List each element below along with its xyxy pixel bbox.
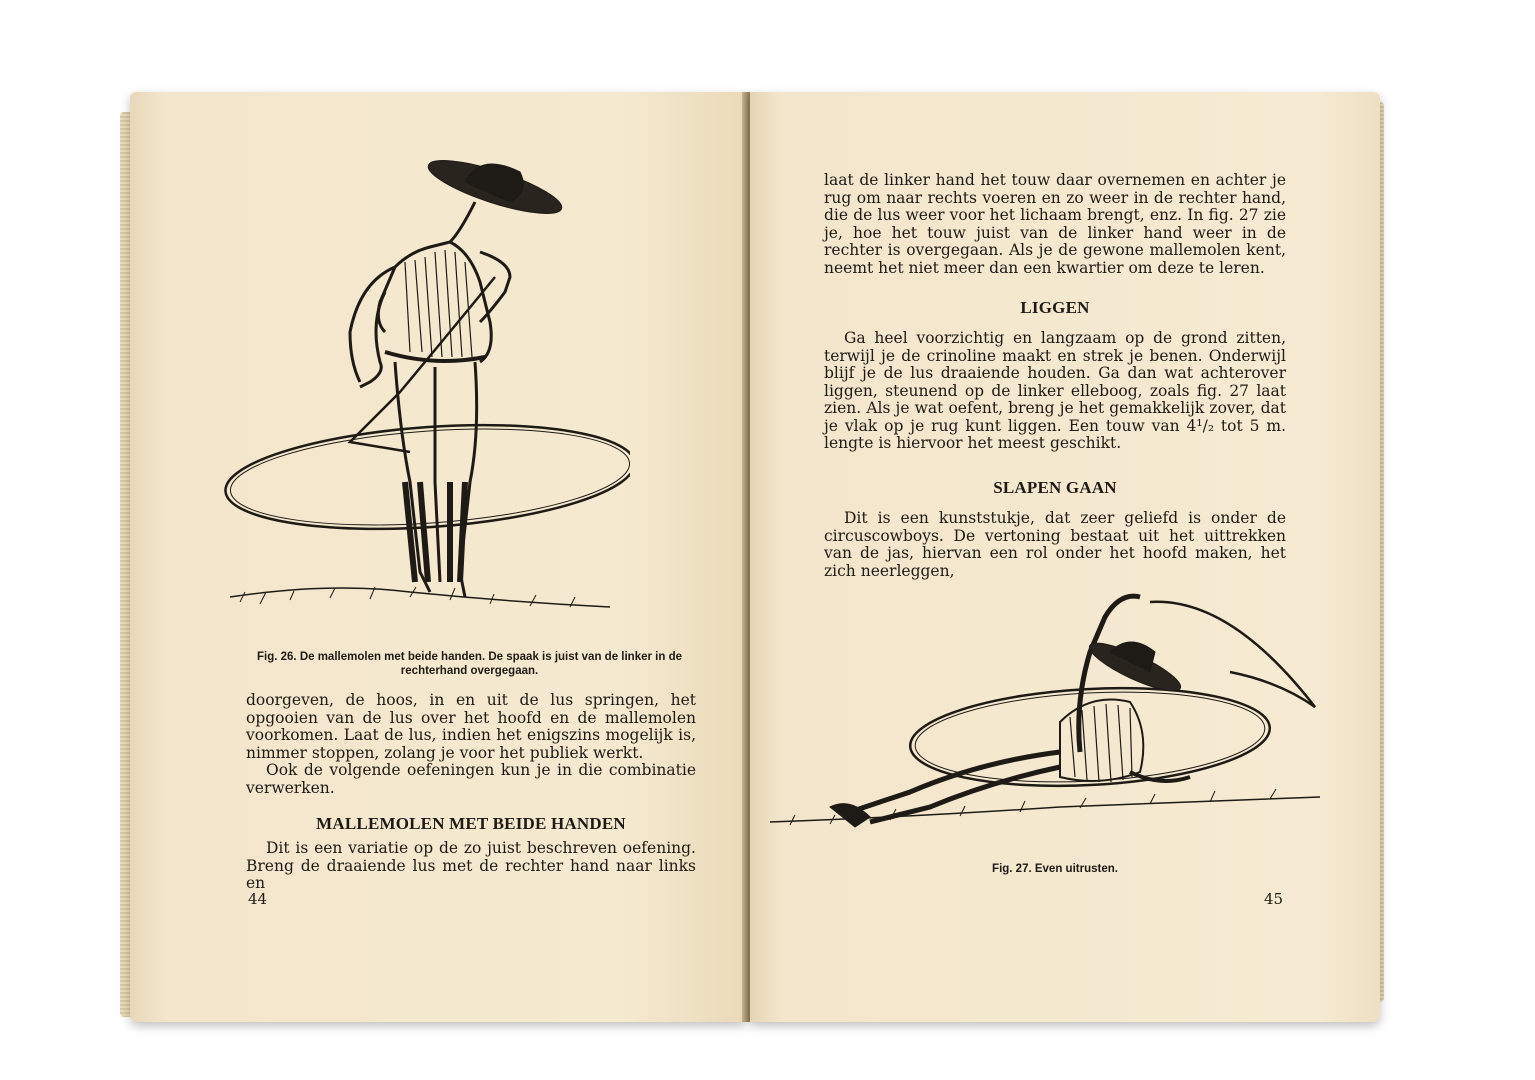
left-section-text	[246, 840, 696, 893]
right-intro-text	[824, 172, 1286, 277]
right-section2-text	[824, 510, 1286, 580]
page-number-left: 44	[248, 890, 268, 908]
cowboy-standing-lasso-illustration	[210, 152, 630, 642]
left-body-text	[246, 692, 696, 797]
open-book	[120, 92, 1385, 1032]
figure-27-caption: Fig. 27. Even uitrusten.	[992, 863, 1118, 875]
section-heading-liggen: LIGGEN	[1020, 298, 1090, 317]
cowboy-lying-lasso-illustration	[760, 582, 1330, 852]
paragraph: laat de linker hand het touw daar overnemen en achter je rug om naar rechts voeren en zo weer in de rechter hand, die de lus weer voor het lichaam brengt, enz. In fig. 27 zie je, hoe het touw juist van de linker hand weer in de rechter is overgegaan. Als je de gewone mallemolen kent, neemt het niet meer dan een kwartier om deze te leren.	[824, 171, 1286, 277]
paragraph: Dit is een kunststukje, dat zeer geliefd is onder de circuscowboys. De vertoning bestaat uit het uittrekken van de jas, hiervan een rol onder het hoofd maken, het zich neerleggen,	[824, 509, 1286, 580]
figure-26-caption: Fig. 26. De mallemolen met beide handen. De spaak is juist van de linker in de rechterhand overgegaan.	[257, 651, 682, 677]
page-number-right: 45	[1264, 890, 1284, 908]
left-page	[130, 92, 745, 1022]
paragraph: doorgeven, de hoos, in en uit de lus springen, het opgooien van de lus over het hoofd en de mallemolen voorkomen. Laat de lus, indien het enigszins mogelijk is, nimmer stoppen, zolang je voor het publiek werkt.	[246, 691, 696, 762]
section-heading-slapen-gaan: SLAPEN GAAN	[993, 478, 1117, 497]
paragraph: Ook de volgende oefeningen kun je in die combinatie verwerken.	[246, 761, 696, 797]
paragraph: Dit is een variatie op de zo juist beschreven oefening. Breng de draaiende lus met de rechter hand naar links en	[246, 839, 696, 892]
paragraph: Ga heel voorzichtig en langzaam op de grond zitten, terwijl je de crinoline maakt en strek je benen. Onderwijl blijf je de lus draaiende houden. Ga dan wat achterover liggen, steunend op de linker elleboog, zoals fig. 27 laat zien. Als je wat oefent, breng je het gemakkelijk zover, dat je vlak op je rug kunt liggen. Een touw van 4¹/₂ tot 5 m. lengte is hiervoor het meest geschikt.	[824, 329, 1286, 452]
right-page	[750, 92, 1380, 1022]
section-heading-mallemolen: MALLEMOLEN MET BEIDE HANDEN	[316, 814, 626, 833]
right-section1-text	[824, 330, 1286, 453]
